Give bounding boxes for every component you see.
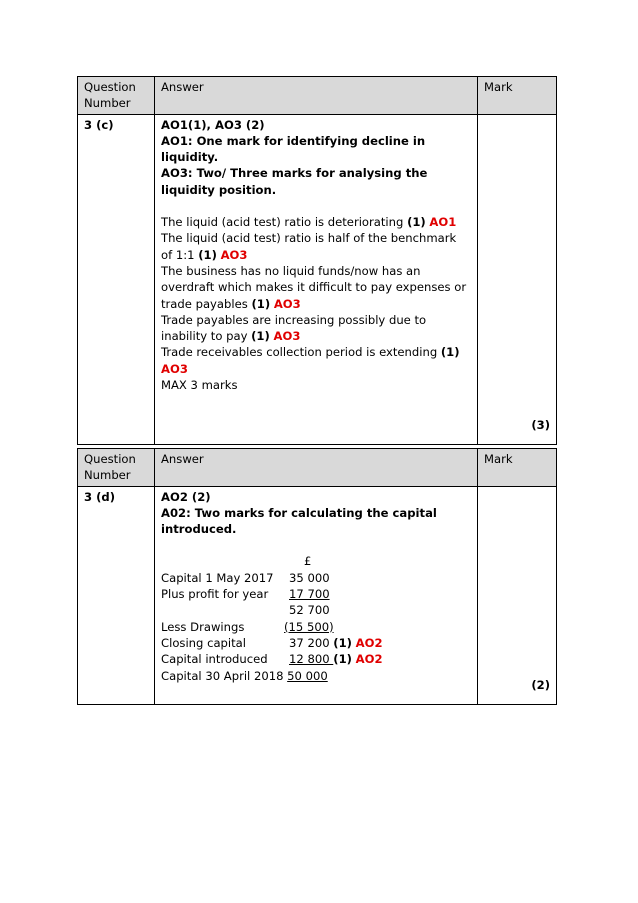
answer-cell <box>155 114 478 444</box>
workings-row: Less Drawings (15 500) <box>161 619 334 634</box>
total-mark: (2) <box>478 486 557 704</box>
answer-cell <box>155 486 478 704</box>
answer-row <box>78 486 557 704</box>
header-row <box>78 449 557 487</box>
max-marks: MAX 3 marks <box>161 378 238 393</box>
header-mark: Mark <box>478 449 557 487</box>
question-number: 3 (d) <box>78 486 155 704</box>
workings-row: Closing capital 37 200 (1) AO2 <box>161 635 383 650</box>
mark-scheme-table-3c <box>77 76 557 445</box>
workings-row: 52 700 <box>289 603 330 618</box>
workings-row: Capital 30 April 2018 50 000 <box>161 668 328 683</box>
criteria-ao1: AO1: One mark for identifying decline in liquidity. <box>161 133 426 165</box>
header-question: Question Number <box>78 77 155 115</box>
workings-row: Plus profit for year 17 700 <box>161 587 330 602</box>
question-number: 3 (c) <box>78 114 155 444</box>
criteria-ao3: AO3: Two/ Three marks for analysing the liquidity position. <box>161 166 428 197</box>
answer-row <box>78 114 557 444</box>
answer-point: Trade payables are increasing possibly due to inability to pay (1) AO3 <box>161 312 427 344</box>
answer-point: The liquid (acid test) ratio is deteriorating (1) AO1 <box>161 215 457 230</box>
header-mark: Mark <box>478 77 557 115</box>
answer-point: The liquid (acid test) ratio is half of the benchmark of 1:1 (1) AO3 <box>161 231 457 262</box>
header-row <box>78 77 557 115</box>
answer-point: Trade receivables collection period is extending (1) AO3 <box>161 345 460 376</box>
ao-line: AO1(1), AO3 (2) <box>161 117 265 132</box>
workings-row: Capital introduced 12 800 (1) AO2 <box>161 652 383 667</box>
currency-symbol: £ <box>304 554 312 569</box>
ao-line: AO2 (2) <box>161 489 211 504</box>
header-answer: Answer <box>155 77 478 115</box>
total-mark: (3) <box>478 114 557 444</box>
header-question: Question Number <box>78 449 155 487</box>
mark-scheme-table-3d <box>77 448 557 705</box>
criteria: A02: Two marks for calculating the capital introduced. <box>161 505 437 537</box>
answer-point: The business has no liquid funds/now has an overdraft which makes it difficult to pay expenses or trade payables (1) AO3 <box>161 263 467 311</box>
workings-row: Capital 1 May 2017 35 000 <box>161 570 330 585</box>
header-answer: Answer <box>155 449 478 487</box>
